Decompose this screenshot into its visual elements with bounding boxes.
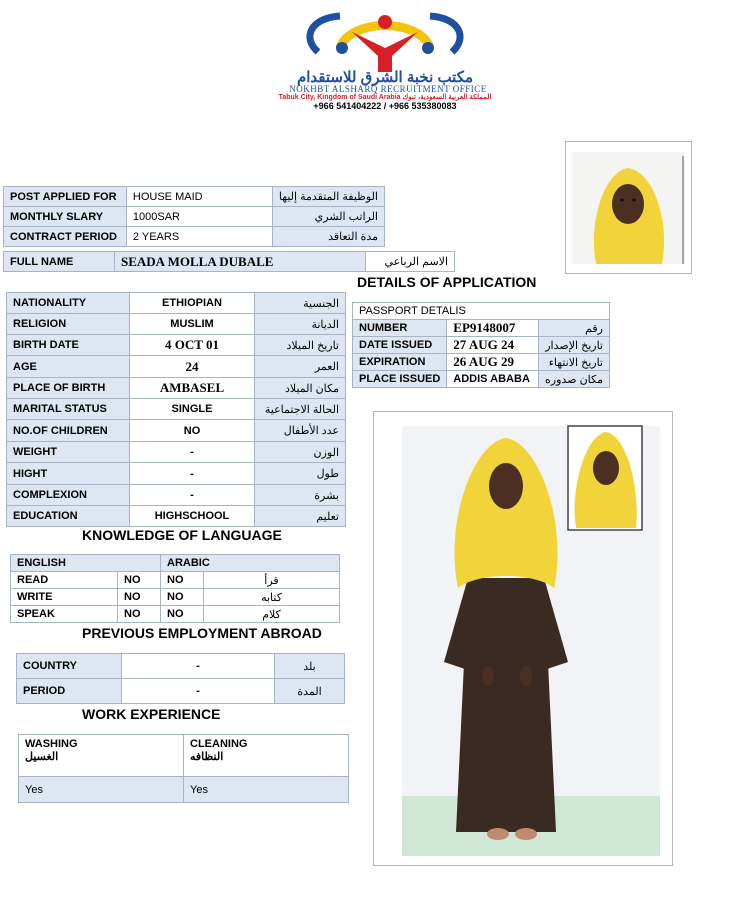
personal-label: EDUCATION xyxy=(7,506,130,527)
language-header-english: ENGLISH xyxy=(11,555,161,572)
details-title: DETAILS OF APPLICATION xyxy=(357,274,537,290)
job-label: MONTHLY SLARY xyxy=(4,207,127,227)
passport-value: EP9148007 xyxy=(447,320,539,337)
personal-value: NO xyxy=(130,420,255,442)
full-name-value: SEADA MOLLA DUBALE xyxy=(115,252,366,272)
job-label-ar: الوظيفة المتقدمة إليها xyxy=(272,187,384,207)
experience-name: WASHING xyxy=(25,738,78,750)
personal-label: NO.OF CHILDREN xyxy=(7,420,130,442)
job-label: POST APPLIED FOR xyxy=(4,187,127,207)
passport-value: 27 AUG 24 xyxy=(447,337,539,354)
company-name-arabic: مكتب نخبة الشرق للاستقدام xyxy=(296,69,474,86)
table-row xyxy=(7,314,346,335)
employment-label-ar: المدة xyxy=(275,679,345,704)
language-en-value: NO xyxy=(118,606,161,623)
language-en-value: NO xyxy=(118,572,161,589)
personal-label-ar: تعليم xyxy=(255,506,346,527)
table-row xyxy=(7,420,346,442)
passport-value: ADDIS ABABA xyxy=(447,371,539,388)
table-row xyxy=(353,320,610,337)
table-row xyxy=(7,293,346,314)
full-body-photo xyxy=(373,411,673,866)
language-skill-ar: كلام xyxy=(204,606,340,623)
employment-label: COUNTRY xyxy=(17,654,122,679)
experience-table xyxy=(18,734,349,803)
company-location-ar: المملكة العربية السعودية، تبوك xyxy=(402,94,492,101)
passport-label-ar: رقم xyxy=(539,320,610,337)
passport-label: DATE ISSUED xyxy=(353,337,447,354)
table-row xyxy=(7,356,346,378)
personal-label-ar: العمر xyxy=(255,356,346,378)
table-row xyxy=(11,589,340,606)
passport-photo xyxy=(565,141,692,274)
personal-label-ar: الحالة الاجتماعية xyxy=(255,399,346,420)
language-skill: SPEAK xyxy=(11,606,118,623)
personal-value: 4 OCT 01 xyxy=(130,335,255,356)
full-name-label: FULL NAME xyxy=(4,252,115,272)
language-skill-ar: كتابه xyxy=(204,589,340,606)
personal-value: - xyxy=(130,442,255,463)
personal-value: SINGLE xyxy=(130,399,255,420)
language-skill: WRITE xyxy=(11,589,118,606)
table-row xyxy=(19,735,349,777)
table-row xyxy=(4,207,385,227)
experience-name-ar: النظافه xyxy=(190,751,224,763)
personal-label: MARITAL STATUS xyxy=(7,399,130,420)
personal-label-ar: طول xyxy=(255,463,346,485)
table-row xyxy=(353,303,610,320)
job-value: 2 YEARS xyxy=(126,227,272,247)
table-row xyxy=(353,371,610,388)
personal-label-ar: بشرة xyxy=(255,485,346,506)
job-label-ar: مدة التعاقد xyxy=(272,227,384,247)
employment-value: - xyxy=(122,679,275,704)
employment-table xyxy=(16,653,345,704)
language-ar-value: NO xyxy=(161,606,204,623)
passport-label: NUMBER xyxy=(353,320,447,337)
table-row xyxy=(11,555,340,572)
passport-label-ar: تاريخ الانتهاء xyxy=(539,354,610,371)
personal-label: AGE xyxy=(7,356,130,378)
personal-label-ar: عدد الأطفال xyxy=(255,420,346,442)
experience-title: WORK EXPERIENCE xyxy=(82,706,221,722)
job-label-ar: الراتب الشري xyxy=(272,207,384,227)
personal-table xyxy=(6,292,346,527)
job-value: 1000SAR xyxy=(126,207,272,227)
employment-label-ar: بلد xyxy=(275,654,345,679)
table-row xyxy=(11,572,340,589)
table-row xyxy=(17,654,345,679)
language-title: KNOWLEDGE OF LANGUAGE xyxy=(82,527,282,543)
employment-label: PERIOD xyxy=(17,679,122,704)
personal-label: NATIONALITY xyxy=(7,293,130,314)
full-name-label-ar: الاسم الرباعي xyxy=(366,252,455,272)
personal-label: WEIGHT xyxy=(7,442,130,463)
personal-value: - xyxy=(130,485,255,506)
table-row xyxy=(353,354,610,371)
company-name-english: NOKHBT ALSHARQ RECRUITMENT OFFICE xyxy=(289,84,487,94)
experience-cell xyxy=(184,735,349,777)
language-ar-value: NO xyxy=(161,572,204,589)
table-row xyxy=(17,679,345,704)
job-value: HOUSE MAID xyxy=(126,187,272,207)
company-logo xyxy=(300,8,470,74)
table-row xyxy=(7,442,346,463)
personal-value: AMBASEL xyxy=(130,378,255,399)
table-row xyxy=(11,606,340,623)
language-table xyxy=(10,554,340,623)
personal-value: MUSLIM xyxy=(130,314,255,335)
passport-label-ar: مكان صدوره xyxy=(539,371,610,388)
experience-name: CLEANING xyxy=(190,738,248,750)
table-row xyxy=(7,485,346,506)
passport-label: PLACE ISSUED xyxy=(353,371,447,388)
passport-title: PASSPORT DETALIS xyxy=(353,303,610,320)
language-skill-ar: قرأ xyxy=(204,572,340,589)
table-row xyxy=(19,777,349,803)
experience-value: Yes xyxy=(184,777,349,803)
language-ar-value: NO xyxy=(161,589,204,606)
language-header-arabic: ARABIC xyxy=(161,555,340,572)
employment-value: - xyxy=(122,654,275,679)
table-row xyxy=(7,335,346,356)
table-row xyxy=(353,337,610,354)
experience-cell xyxy=(19,735,184,777)
personal-label: HIGHT xyxy=(7,463,130,485)
passport-label: EXPIRATION xyxy=(353,354,447,371)
company-location xyxy=(230,93,540,101)
personal-value: ETHIOPIAN xyxy=(130,293,255,314)
personal-label-ar: تاريخ الميلاد xyxy=(255,335,346,356)
personal-label-ar: مكان الميلاد xyxy=(255,378,346,399)
passport-table xyxy=(352,302,610,388)
table-row xyxy=(4,252,455,272)
personal-value: HIGHSCHOOL xyxy=(130,506,255,527)
table-row xyxy=(7,463,346,485)
job-table xyxy=(3,186,385,247)
passport-label-ar: تاريخ الإصدار xyxy=(539,337,610,354)
personal-value: 24 xyxy=(130,356,255,378)
personal-label: PLACE OF BIRTH xyxy=(7,378,130,399)
language-en-value: NO xyxy=(118,589,161,606)
company-location-en: Tabuk City, Kingdom of Saudi Arabia xyxy=(278,94,401,101)
table-row xyxy=(4,227,385,247)
job-label: CONTRACT PERIOD xyxy=(4,227,127,247)
table-row xyxy=(7,399,346,420)
experience-name-ar: الغسيل xyxy=(25,751,59,763)
table-row xyxy=(7,506,346,527)
personal-value: - xyxy=(130,463,255,485)
personal-label-ar: الوزن xyxy=(255,442,346,463)
personal-label-ar: الجنسية xyxy=(255,293,346,314)
language-skill: READ xyxy=(11,572,118,589)
employment-title: PREVIOUS EMPLOYMENT ABROAD xyxy=(82,625,322,641)
personal-label: COMPLEXION xyxy=(7,485,130,506)
full-name-table xyxy=(3,251,455,272)
table-row xyxy=(7,378,346,399)
personal-label: RELIGION xyxy=(7,314,130,335)
personal-label: BIRTH DATE xyxy=(7,335,130,356)
table-row xyxy=(4,187,385,207)
personal-label-ar: الديانة xyxy=(255,314,346,335)
passport-value: 26 AUG 29 xyxy=(447,354,539,371)
experience-value: Yes xyxy=(19,777,184,803)
company-phones: +966 541404222 / +966 535380083 xyxy=(313,101,457,111)
